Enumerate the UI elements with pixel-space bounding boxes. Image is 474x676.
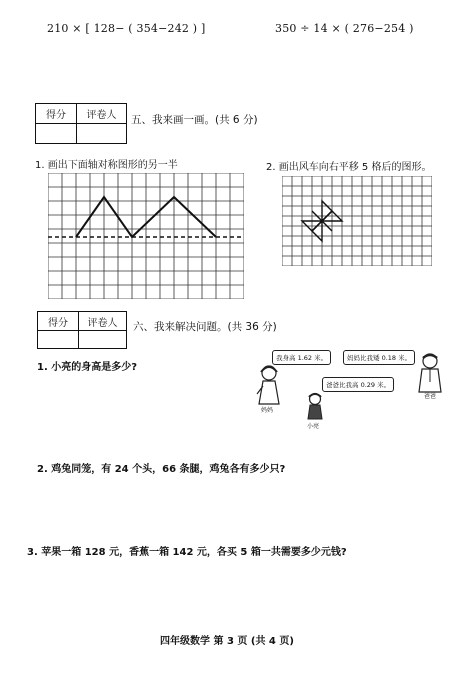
dad-figure-icon — [415, 352, 445, 396]
score-table-section6 — [37, 311, 127, 349]
grader-cell[interactable] — [79, 331, 127, 349]
grader-cell[interactable] — [77, 124, 127, 144]
score-label: 得分 — [36, 104, 77, 124]
page-footer: 四年级数学 第 3 页 (共 4 页) — [160, 636, 294, 647]
score-label: 得分 — [38, 312, 79, 331]
score-cell[interactable] — [36, 124, 77, 144]
translation-grid[interactable] — [282, 176, 432, 266]
section5-q2: 2. 画出风车向右平移 5 格后的图形。 — [266, 162, 432, 173]
label-dad: 爸爸 — [424, 393, 437, 400]
windmill-figure — [302, 201, 342, 241]
section6-q3: 3. 苹果一箱 128 元，香蕉一箱 142 元，各买 5 箱一共需要多少元钱? — [27, 547, 347, 558]
expression-right: 350 ÷ 14 × ( 276−254 ) — [275, 22, 414, 35]
speech-bubble-xiaoliang: 爸爸比我高 0.29 米。 — [322, 377, 394, 392]
symmetry-grid[interactable] — [48, 173, 244, 299]
section6-q2: 2. 鸡兔同笼，有 24 个头，66 条腿，鸡兔各有多少只? — [37, 464, 286, 475]
section5-title: 五、我来画一画。(共 6 分) — [131, 114, 258, 126]
grader-label: 评卷人 — [77, 104, 127, 124]
speech-bubble-dad: 我身高 1.62 米。 — [272, 350, 331, 365]
expression-left: 210 × [ 128− ( 354−242 ) ] — [47, 22, 206, 35]
section5-q1: 1. 画出下面轴对称图形的另一半 — [35, 160, 178, 171]
label-kid: 小亮 — [307, 423, 320, 430]
section6-title: 六、我来解决问题。(共 36 分) — [133, 321, 277, 333]
grader-label: 评卷人 — [79, 312, 127, 331]
label-mom: 妈妈 — [261, 407, 274, 414]
mom-figure-icon — [255, 364, 285, 408]
score-table-section5 — [35, 103, 127, 144]
speech-bubble-mom: 妈妈比我矮 0.18 米。 — [343, 350, 415, 365]
section6-q1: 1. 小亮的身高是多少? — [37, 362, 138, 373]
kid-figure-icon — [304, 392, 326, 422]
score-cell[interactable] — [38, 331, 79, 349]
